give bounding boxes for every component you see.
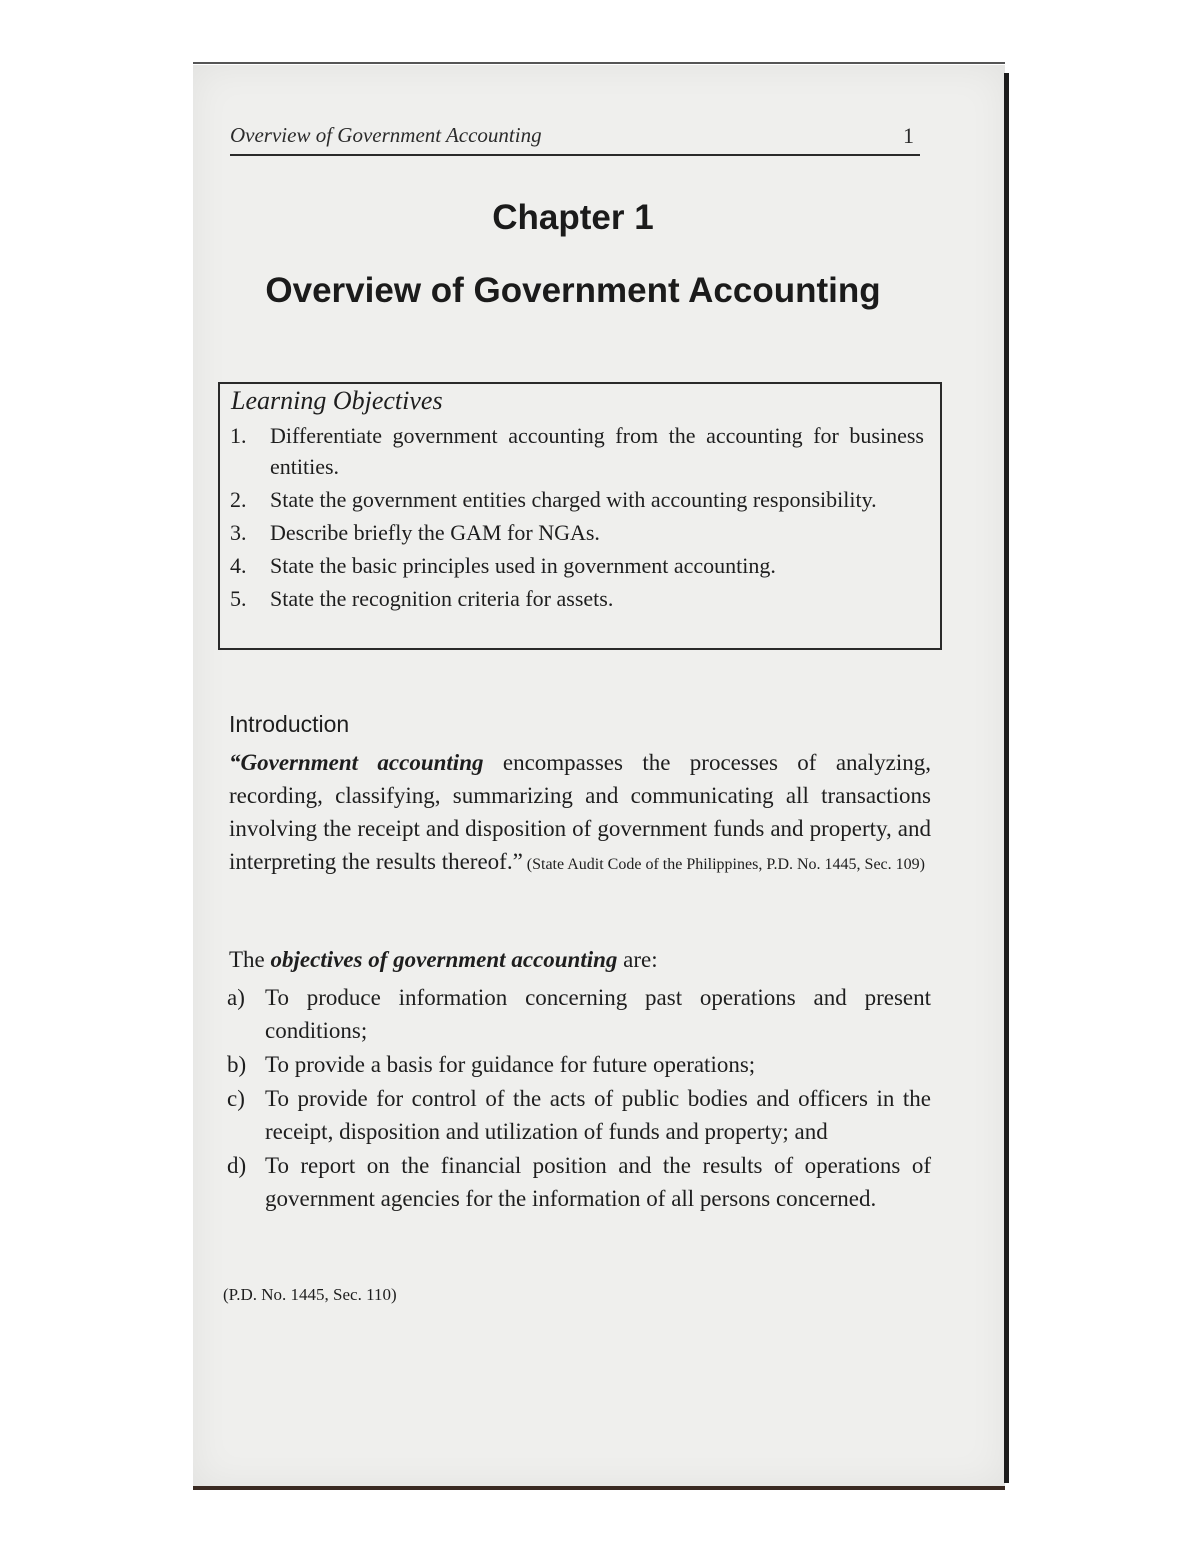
objective-text: State the recognition criteria for assets. <box>270 586 614 611</box>
page-top-edge <box>193 62 1005 64</box>
objective-list-item <box>227 1082 931 1148</box>
page-right-edge <box>1004 73 1009 1483</box>
objective-text: Differentiate government accounting from the accounting for business entities. <box>270 423 924 479</box>
item-letter: a) <box>227 985 245 1010</box>
learning-objectives-box <box>218 382 942 650</box>
chapter-title: Overview of Government Accounting <box>265 271 881 310</box>
lead-before: The <box>229 947 271 972</box>
page-bottom-edge <box>193 1486 1005 1490</box>
item-text: To report on the financial position and the results of operations of government agencies for the information of all persons concerned. <box>265 1153 931 1211</box>
objective-text: Describe briefly the GAM for NGAs. <box>270 520 600 545</box>
learning-objective-item <box>230 420 924 482</box>
item-text: To provide a basis for guidance for future operations; <box>265 1052 756 1077</box>
objectives-lead <box>229 947 658 973</box>
objective-number: 2. <box>230 487 247 512</box>
item-letter: b) <box>227 1052 247 1077</box>
definition-body: encompasses the processes of analyzing, recording, classifying, summarizing and communicating all transactions involving the receipt and disposition of government funds and property, and interpreting the results thereof.” <box>229 750 931 874</box>
objective-list-item <box>227 981 931 1047</box>
government-accounting-objectives-list <box>227 981 931 1216</box>
objective-number: 3. <box>230 520 247 545</box>
objective-list-item <box>227 1048 931 1081</box>
objective-number: 1. <box>230 423 247 448</box>
learning-objective-item <box>230 517 924 548</box>
item-letter: c) <box>227 1086 245 1111</box>
lead-term: objectives of government accounting <box>270 947 618 972</box>
introduction-paragraph <box>229 746 931 881</box>
item-text: To provide for control of the acts of public bodies and officers in the receipt, disposition and utilization of funds and property; and <box>265 1086 931 1144</box>
objective-number: 4. <box>230 553 247 578</box>
learning-objectives-list <box>230 420 924 616</box>
learning-objective-item <box>230 583 924 614</box>
learning-objectives-heading: Learning Objectives <box>231 386 443 415</box>
item-letter: d) <box>227 1153 247 1178</box>
learning-objective-item <box>230 550 924 581</box>
chapter-label: Chapter 1 <box>492 198 654 237</box>
item-text: To produce information concerning past operations and present conditions; <box>265 985 931 1043</box>
defined-term: Government accounting <box>240 750 484 775</box>
source-citation: (P.D. No. 1445, Sec. 110) <box>223 1285 397 1304</box>
learning-objective-item <box>230 484 924 515</box>
running-title: Overview of Government Accounting <box>230 123 542 147</box>
book-page <box>193 65 1005 1487</box>
page-number: 1 <box>903 123 914 148</box>
objective-number: 5. <box>230 586 247 611</box>
objective-text: State the government entities charged with accounting responsibility. <box>270 487 877 512</box>
objective-list-item <box>227 1149 931 1215</box>
lead-after: are: <box>617 947 658 972</box>
running-header <box>230 121 920 156</box>
quote-open: “ <box>229 750 241 775</box>
objective-text: State the basic principles used in government accounting. <box>270 553 776 578</box>
introduction-heading: Introduction <box>229 711 350 737</box>
definition-citation: (State Audit Code of the Philippines, P.D. No. 1445, Sec. 109) <box>522 856 925 873</box>
